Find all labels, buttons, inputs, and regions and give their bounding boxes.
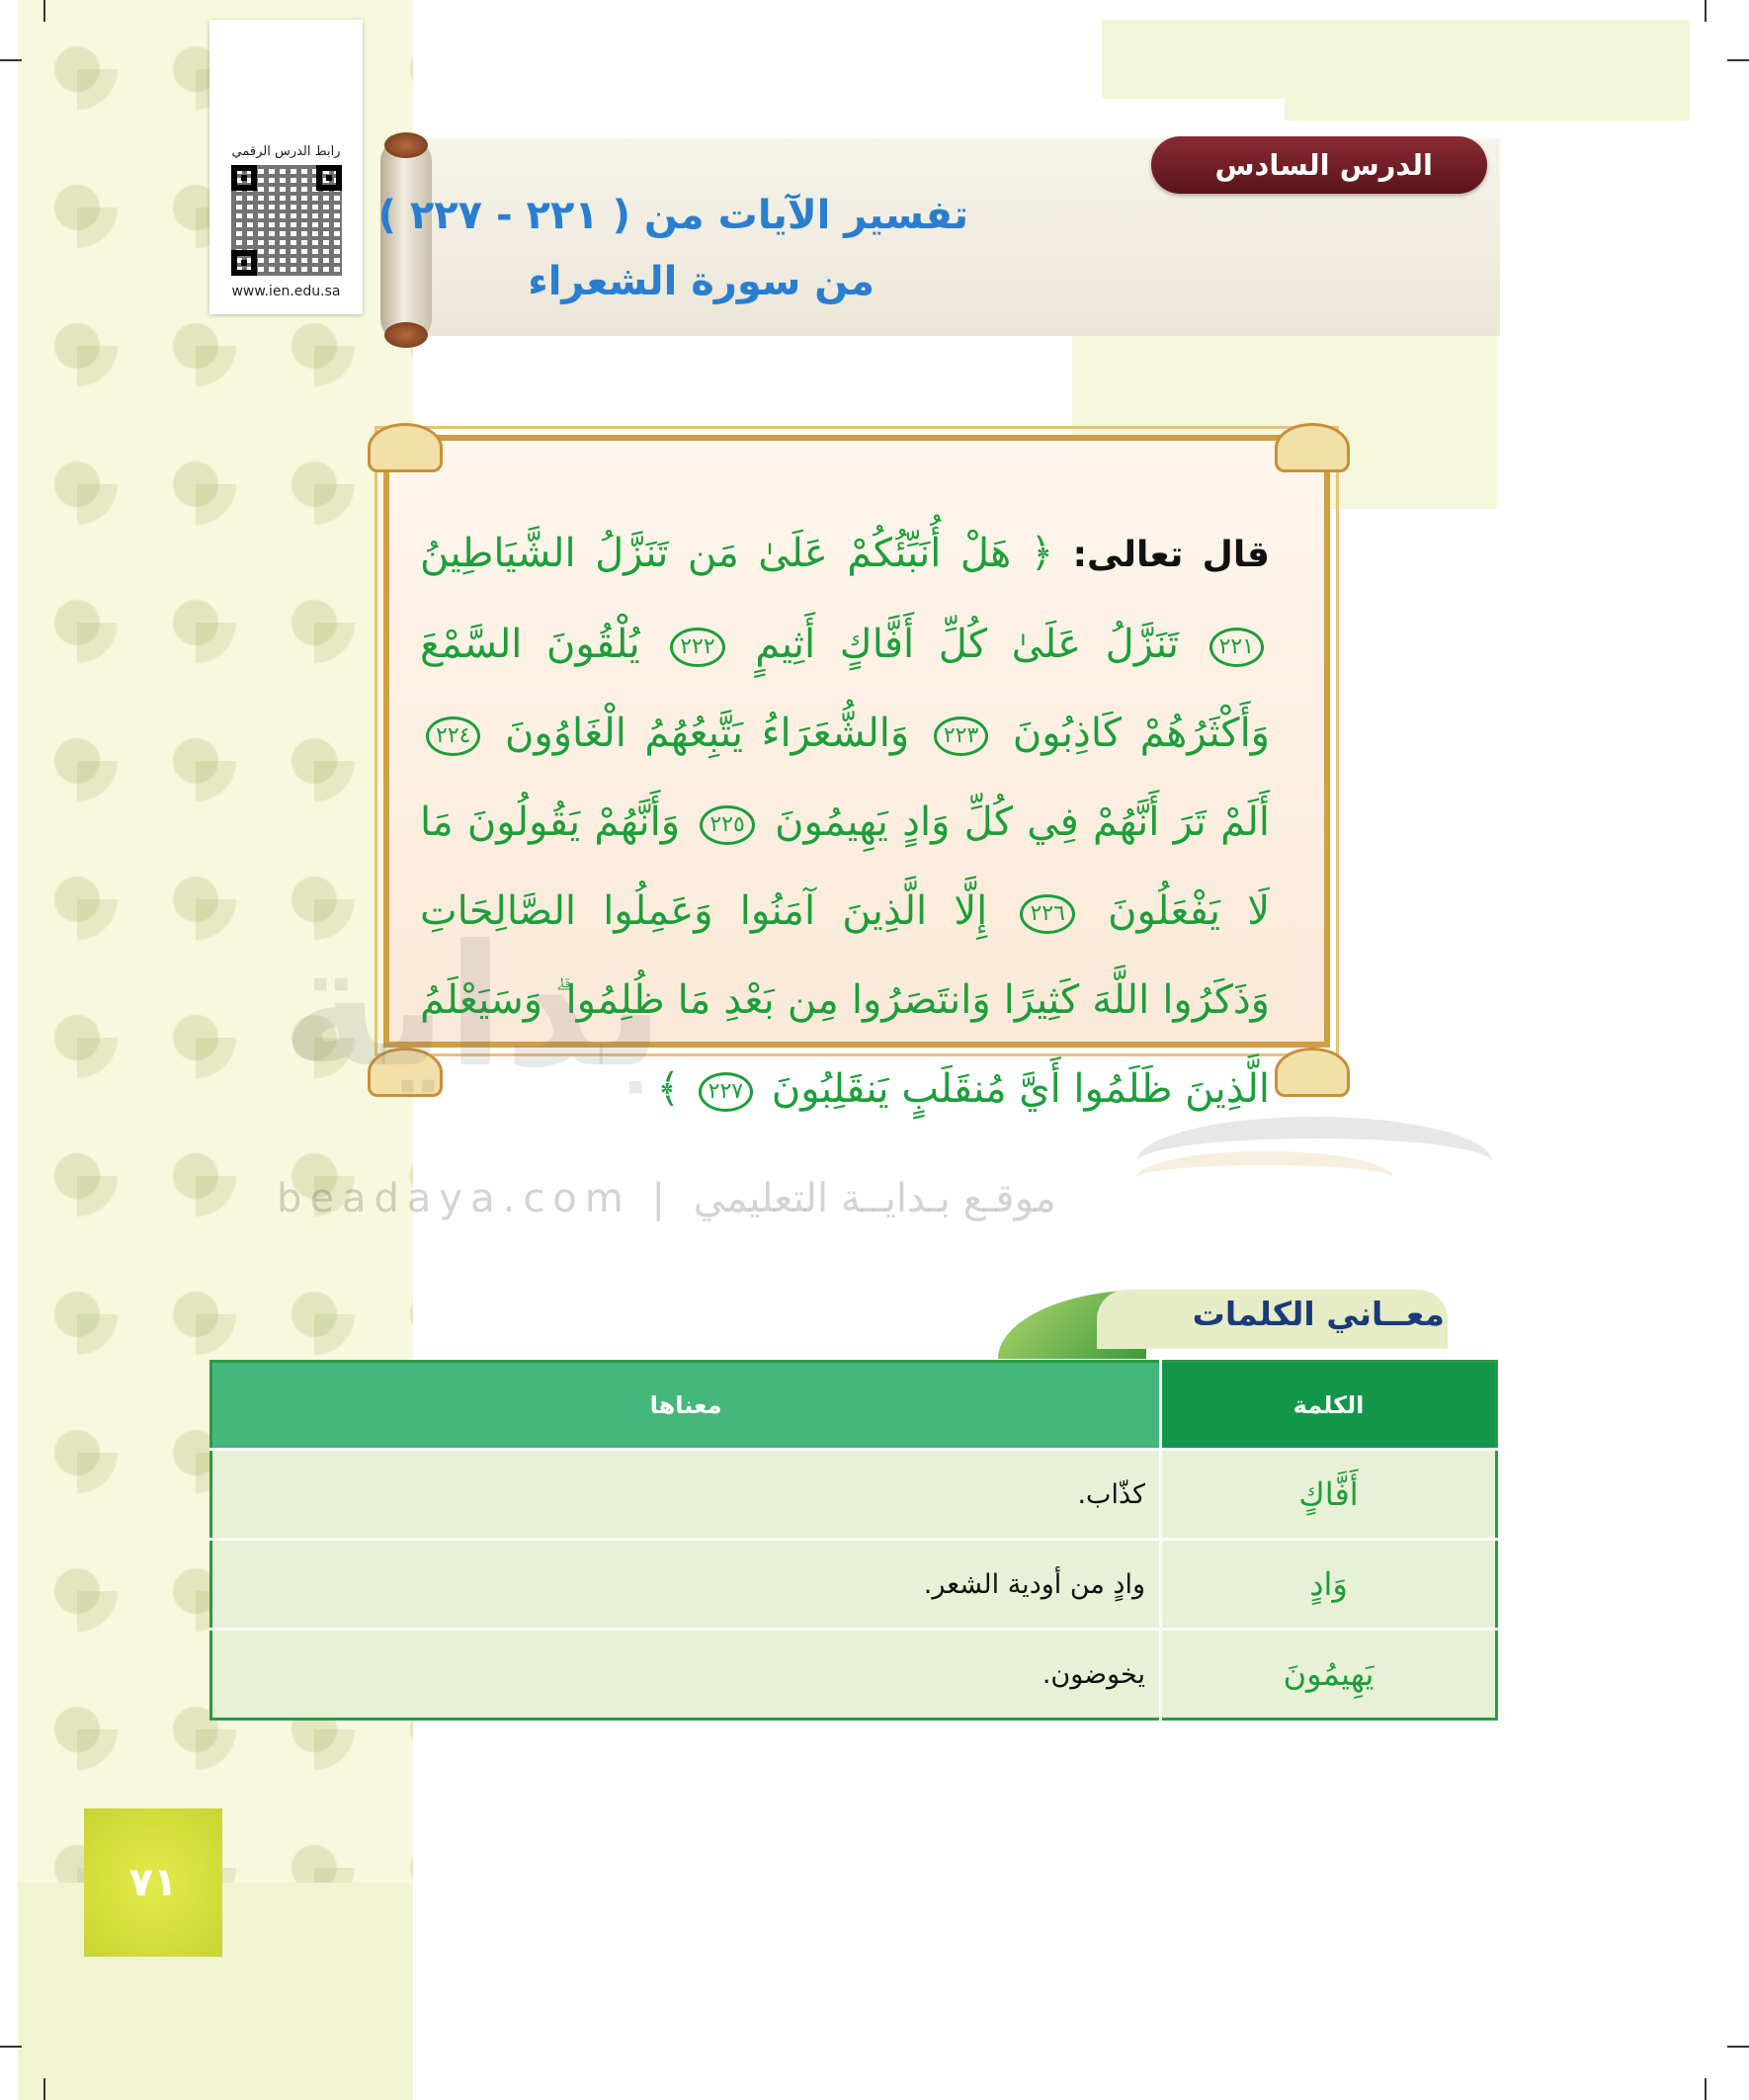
watermark-logo: بداية	[282, 909, 665, 1105]
frame-ornament-icon	[368, 423, 443, 472]
lesson-badge-label: الدرس السادس	[1214, 148, 1433, 182]
ayah-text: يُلْقُونَ السَّمْعَ وَأَكْثَرُهُمْ كَاذِبُونَ	[420, 622, 1271, 756]
ayah-number: ٢٢٦	[1020, 894, 1074, 934]
table-row	[211, 1630, 1497, 1720]
vocab-meaning: يخوضون.	[211, 1630, 1161, 1720]
table-header-row	[211, 1362, 1497, 1450]
crop-mark	[1705, 0, 1707, 22]
ayah-number: ٢٢٥	[700, 805, 754, 845]
vocab-word: أَفَّاكٍ	[1161, 1450, 1497, 1540]
verse-intro: قال تعالى:	[1072, 535, 1270, 575]
ayah-text: إِلَّا الَّذِينَ آمَنُوا وَعَمِلُوا الصَّالِحَاتِ وَذَكَرُوا اللَّهَ كَثِيرًا وَانتَصَرُوا مِن بَعْدِ مَا ظُلِمُوا ۗ وَسَيَعْلَمُ الَّذِينَ ظَلَمُوا أَيَّ مُنقَلَبٍ يَنقَلِبُونَ	[420, 888, 1270, 1112]
qr-finder	[231, 165, 257, 191]
table-row	[211, 1540, 1497, 1630]
vocab-meaning: وادٍ من أودية الشعر.	[211, 1540, 1161, 1630]
column-header-word: الكلمة	[1161, 1362, 1497, 1450]
lesson-subtitle: من سورة الشعراء	[528, 259, 874, 304]
verse-close-bracket: ﴾	[656, 1066, 680, 1112]
ayah-number: ٢٢٣	[934, 716, 988, 756]
crop-mark	[1727, 2046, 1749, 2048]
ayah-text: تَنَزَّلُ عَلَىٰ كُلِّ أَفَّاكٍ أَثِيمٍ	[755, 622, 1179, 667]
frame-ornament-icon	[1275, 1048, 1350, 1097]
watermark-swoosh-icon	[1136, 1151, 1393, 1205]
top-band	[1102, 20, 1690, 99]
vocab-word: وَادٍ	[1161, 1540, 1497, 1630]
crop-mark	[1727, 59, 1749, 61]
ayah-number: ٢٢١	[1209, 628, 1264, 667]
verse-open-bracket: ﴿	[1030, 531, 1054, 576]
vocab-heading: معــاني الكلمات	[1192, 1295, 1445, 1333]
qr-url[interactable]: www.ien.edu.sa	[231, 284, 341, 299]
crop-mark	[0, 2046, 22, 2048]
page-number-badge	[84, 1808, 222, 1957]
watermark-text: beadaya.com | موقـع بـدايــة التعليمي	[277, 1176, 1056, 1221]
column-header-meaning: معناها	[211, 1362, 1161, 1450]
frame-ornament-icon	[1275, 423, 1350, 472]
ayah-number: ٢٢٤	[426, 716, 480, 756]
ayah-text: هَلْ أُنَبِّئُكُمْ عَلَىٰ مَن تَنَزَّلُ الشَّيَاطِينُ	[420, 531, 1012, 576]
table-row	[211, 1450, 1497, 1540]
top-band-secondary	[1285, 99, 1690, 121]
qr-finder	[231, 250, 257, 276]
ayah-text: أَلَمْ تَرَ أَنَّهُمْ فِي كُلِّ وَادٍ يَهِيمُونَ	[775, 799, 1270, 845]
qr-label: رابط الدرس الرقمي	[231, 144, 341, 159]
scroll-roll-icon	[380, 136, 432, 344]
page-number: ٧١	[128, 1860, 178, 1905]
crop-mark	[1705, 2078, 1707, 2100]
crop-mark	[43, 0, 45, 22]
vocab-table	[209, 1360, 1498, 1721]
lesson-badge	[1151, 136, 1487, 194]
ayah-text: وَأَنَّهُمْ يَقُولُونَ مَا لَا يَفْعَلُونَ	[420, 799, 1271, 934]
crop-mark	[0, 59, 22, 61]
qr-code[interactable]	[231, 165, 342, 276]
crop-mark	[43, 2078, 45, 2100]
vocab-word: يَهِيمُونَ	[1161, 1630, 1497, 1720]
qr-finder	[316, 165, 342, 191]
ayah-number: ٢٢٧	[699, 1072, 753, 1112]
lesson-title: تفسير الآيات من ( ٢٢١ - ٢٢٧ )	[377, 193, 968, 238]
qr-card[interactable]	[209, 20, 363, 314]
vocab-meaning: كذّاب.	[211, 1450, 1161, 1540]
ayah-number: ٢٢٢	[670, 628, 724, 667]
ayah-text: وَالشُّعَرَاءُ يَتَّبِعُهُمُ الْغَاوُونَ	[505, 711, 910, 756]
